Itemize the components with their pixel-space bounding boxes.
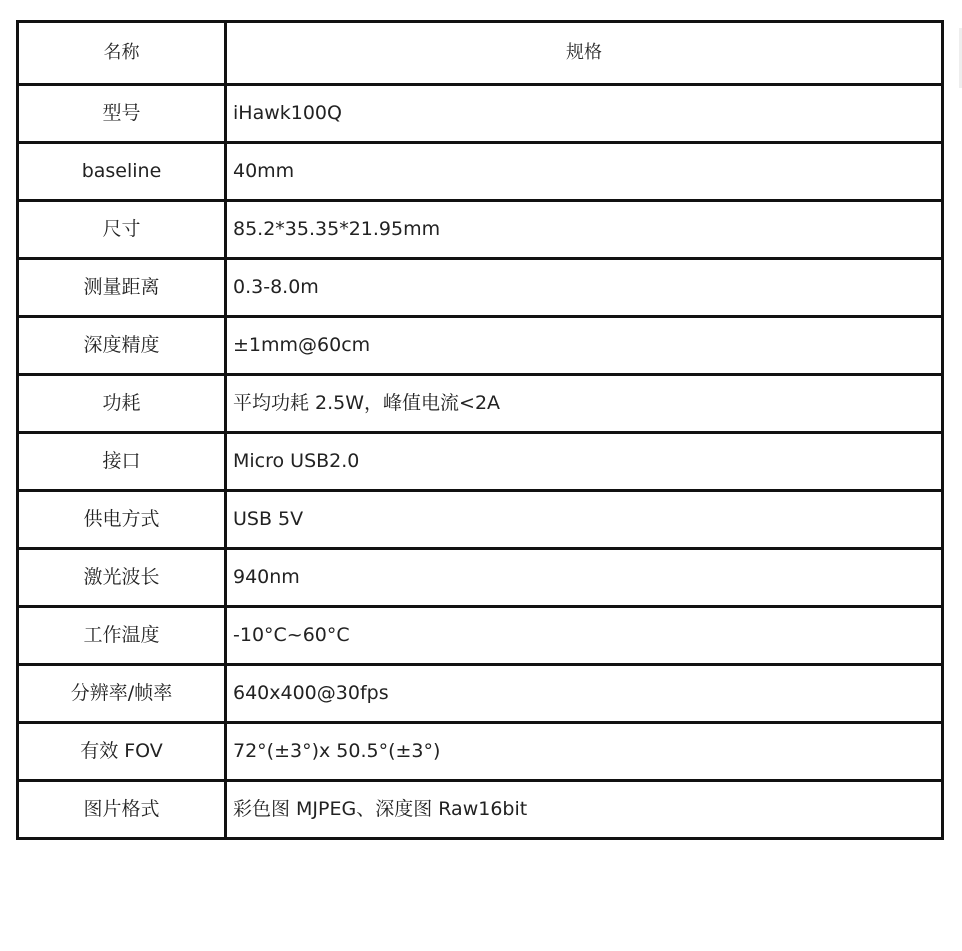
- row-name-cell: 激光波长: [18, 549, 226, 607]
- table-row: [18, 143, 943, 201]
- row-name-cell: 图片格式: [18, 781, 226, 839]
- table-row: [18, 607, 943, 665]
- table-row: [18, 723, 943, 781]
- row-value-cell: 640x400@30fps: [226, 665, 943, 723]
- row-value-cell: 72°(±3°)x 50.5°(±3°): [226, 723, 943, 781]
- table-row: [18, 85, 943, 143]
- row-value-cell: -10°C~60°C: [226, 607, 943, 665]
- row-value-cell: Micro USB2.0: [226, 433, 943, 491]
- table-row: [18, 491, 943, 549]
- row-name-cell: 分辨率/帧率: [18, 665, 226, 723]
- row-name-cell: 测量距离: [18, 259, 226, 317]
- row-name-cell: 有效 FOV: [18, 723, 226, 781]
- spec-table: [16, 20, 944, 840]
- row-name-cell: 供电方式: [18, 491, 226, 549]
- row-name-cell: 型号: [18, 85, 226, 143]
- table-row: [18, 259, 943, 317]
- row-value-cell: 彩色图 MJPEG、深度图 Raw16bit: [226, 781, 943, 839]
- table-row: [18, 665, 943, 723]
- table-row: [18, 781, 943, 839]
- row-name-cell: 工作温度: [18, 607, 226, 665]
- table-row: [18, 201, 943, 259]
- row-name-cell: 尺寸: [18, 201, 226, 259]
- row-name-cell: 功耗: [18, 375, 226, 433]
- table-row: [18, 375, 943, 433]
- row-name-cell: 接口: [18, 433, 226, 491]
- row-value-cell: 平均功耗 2.5W，峰值电流<2A: [226, 375, 943, 433]
- header-name-cell: 名称: [18, 22, 226, 85]
- row-value-cell: 85.2*35.35*21.95mm: [226, 201, 943, 259]
- row-value-cell: USB 5V: [226, 491, 943, 549]
- row-value-cell: iHawk100Q: [226, 85, 943, 143]
- row-name-cell: 深度精度: [18, 317, 226, 375]
- row-value-cell: 940nm: [226, 549, 943, 607]
- row-value-cell: 40mm: [226, 143, 943, 201]
- table-row: [18, 549, 943, 607]
- row-name-cell: baseline: [18, 143, 226, 201]
- row-value-cell: 0.3-8.0m: [226, 259, 943, 317]
- header-spec-cell: 规格: [226, 22, 943, 85]
- table-header-row: [18, 22, 943, 85]
- table-row: [18, 433, 943, 491]
- row-value-cell: ±1mm@60cm: [226, 317, 943, 375]
- table-row: [18, 317, 943, 375]
